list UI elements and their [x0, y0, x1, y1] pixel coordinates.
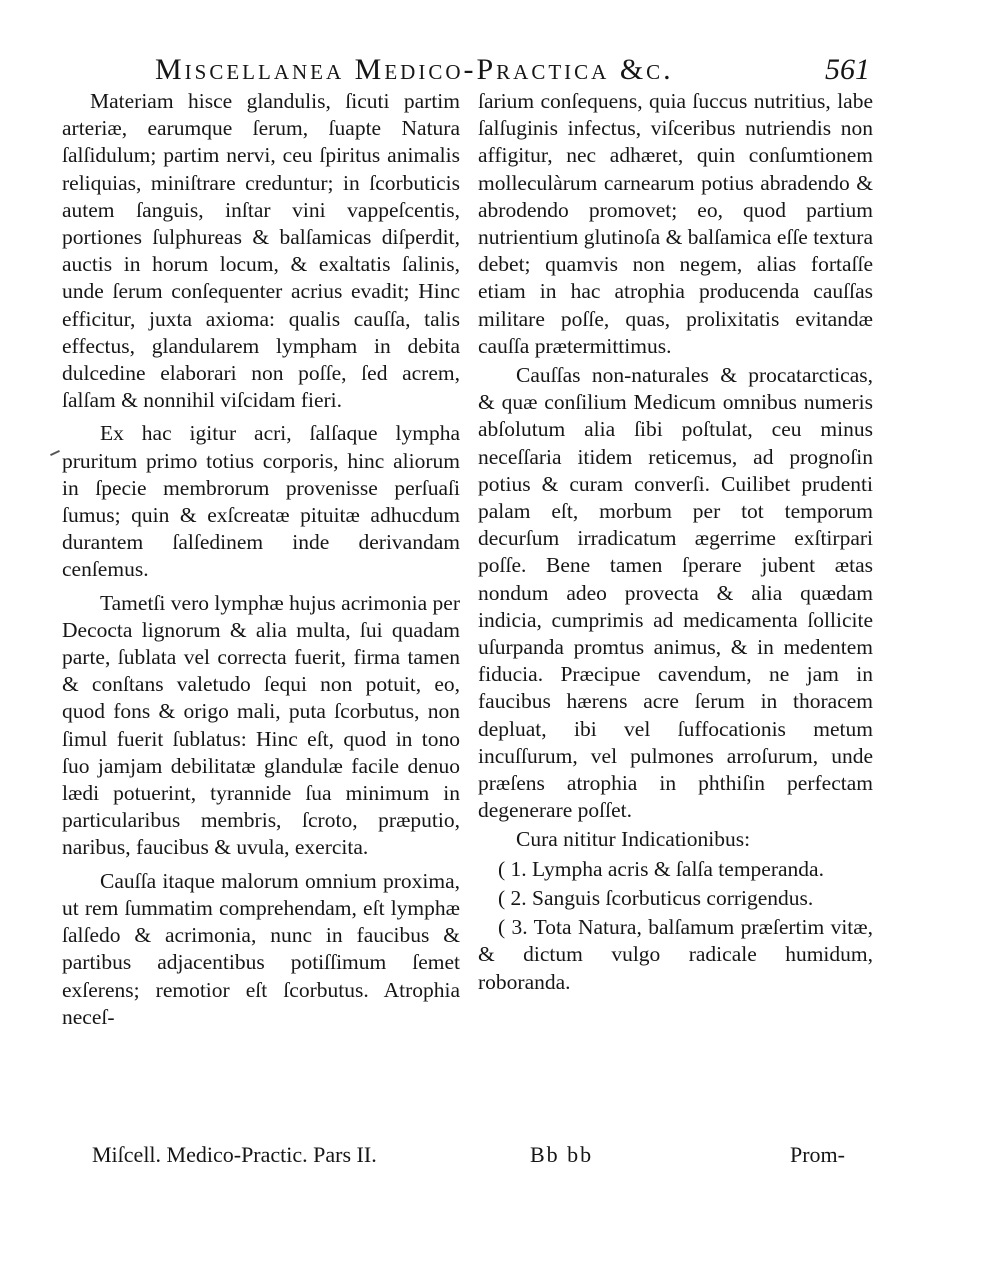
- paragraph-cura: Cura nititur Indicationibus:: [516, 827, 751, 852]
- running-head: [155, 50, 875, 90]
- paragraph-materiam: Materiam hisce glandulis, ſicuti partim arteriæ, earumque ſerum, ſuapte Natura ſalſidulum; partim nervi, ceu ſpiritus animalis reliquias, miniſtrare creduntur; in ſcorbuticis autem ſanguis, inſtar vini vappeſcentis, portiones ſulphureas & balſamicas diſperdit, auctis in horum locum, & exaltatis ſalinis, unde ſerum conſequenter acrius evadit; Hinc efficitur, juxta axioma: qualis cauſſa, talis effectus, glandularem lympham in debita dulcedine elaborari non poſſe, ſed acrem, ſalſam & nonnihil viſcidam fieri.: [62, 89, 460, 413]
- paragraph-sarium: ſarium conſequens, quia ſuccus nutritius, labe ſalſuginis infectus, viſceribus nutriendis non affigitur, nec adhæret, quin conſumtionem molleculàrum carnearum potius abradendo & abrodendo promovet; eo, quod partium nutrientium glutinoſa & balſamica eſſe textura debet; quamvis non negem, alias fortaſſe etiam in hac atrophia producenda cauſſas militare poſſe, quas, prolixitatis evitandæ cauſſa prætermittimus.: [478, 89, 873, 358]
- catchword: Prom-: [790, 1142, 845, 1167]
- page-number: 561: [825, 53, 870, 86]
- paragraph-tametsi: Tametſi vero lymphæ hujus acrimonia per Decocta lignorum & alia multa, ſui quadam parte, ſublata vel correcta fuerit, firma tamen & conſtans valetudo ſequi non potuit, eo, quod fons & origo mali, puta ſcorbutus, non ſimul fuerit ſublatus: Hinc eſt, quod in tono ſuo jamjam debilitatæ glandulæ facile denuo lædi potuerint, tyrannide ſua minimum in particularibus membris, ſcroto, præputio, naribus, faucibus & uvula, exercita.: [62, 590, 460, 860]
- page-footer: [0, 1138, 1000, 1172]
- book-title-footer: Miſcell. Medico-Practic. Pars II.: [92, 1142, 377, 1167]
- paragraph-ex-hac: Ex hac igitur acri, ſalſaque lympha pruritum primo totius corporis, hinc aliorum in ſpecie membrorum provenisse perſuaſi ſumus; quin & exſcreatæ pituitæ adhucdum durantem ſalſedinem inde derivandam cenſemus.: [62, 421, 460, 582]
- indication-2: ( 2. Sanguis ſcorbuticus corrigendus.: [498, 885, 814, 910]
- paragraph-caussa: Cauſſa itaque malorum omnium proxima, ut rem ſummatim comprehendam, eſt lymphæ ſalſedo & acrimonia, nunc in faucibus & partibus adjacentibus potiſſimum ſemet exſerens; remotior eſt ſcorbutus. Atrophia neceſ-: [62, 868, 460, 1029]
- left-column: [62, 88, 460, 1031]
- indication-1: ( 1. Lympha acris & ſalſa temperanda.: [498, 856, 824, 881]
- margin-mark: [50, 450, 60, 456]
- running-title: Miscellanea Medico-Practica &c.: [155, 53, 674, 86]
- right-column: [478, 88, 873, 996]
- signature-mark: Bb bb: [530, 1142, 594, 1167]
- indication-3: ( 3. Tota Natura, balſamum præſertim vitæ, & dictum vulgo radicale humidum, roboranda.: [478, 915, 873, 994]
- paragraph-caussas: Cauſſas non-naturales & procatarcticas, & quæ conſilium Medicum omnibus numeris abſolutum alia ſibi poſtulat, ceu minus neceſſaria itidem reticemus, ad prognoſin potius & curam converſi. Cuilibet prudenti palam eſt, morbum per tot temporum decurſum irradicatum ægerrime exſtirpari poſſe. Bene tamen ſperare jubent ætas nondum adeo provecta & alia quædam indicia, cumprimis ad medicamenta ſollicite uſurpanda promtus animus, & in medentem fiducia. Præcipue cavendum, ne jam in faucibus hærens acre ſerum in thoracem depluat, ibi vel ſuffocationis metum incuſſurum, vel pulmones arroſurum, unde præſens atrophia in phthiſin perfectam degenerare poſſet.: [478, 363, 873, 823]
